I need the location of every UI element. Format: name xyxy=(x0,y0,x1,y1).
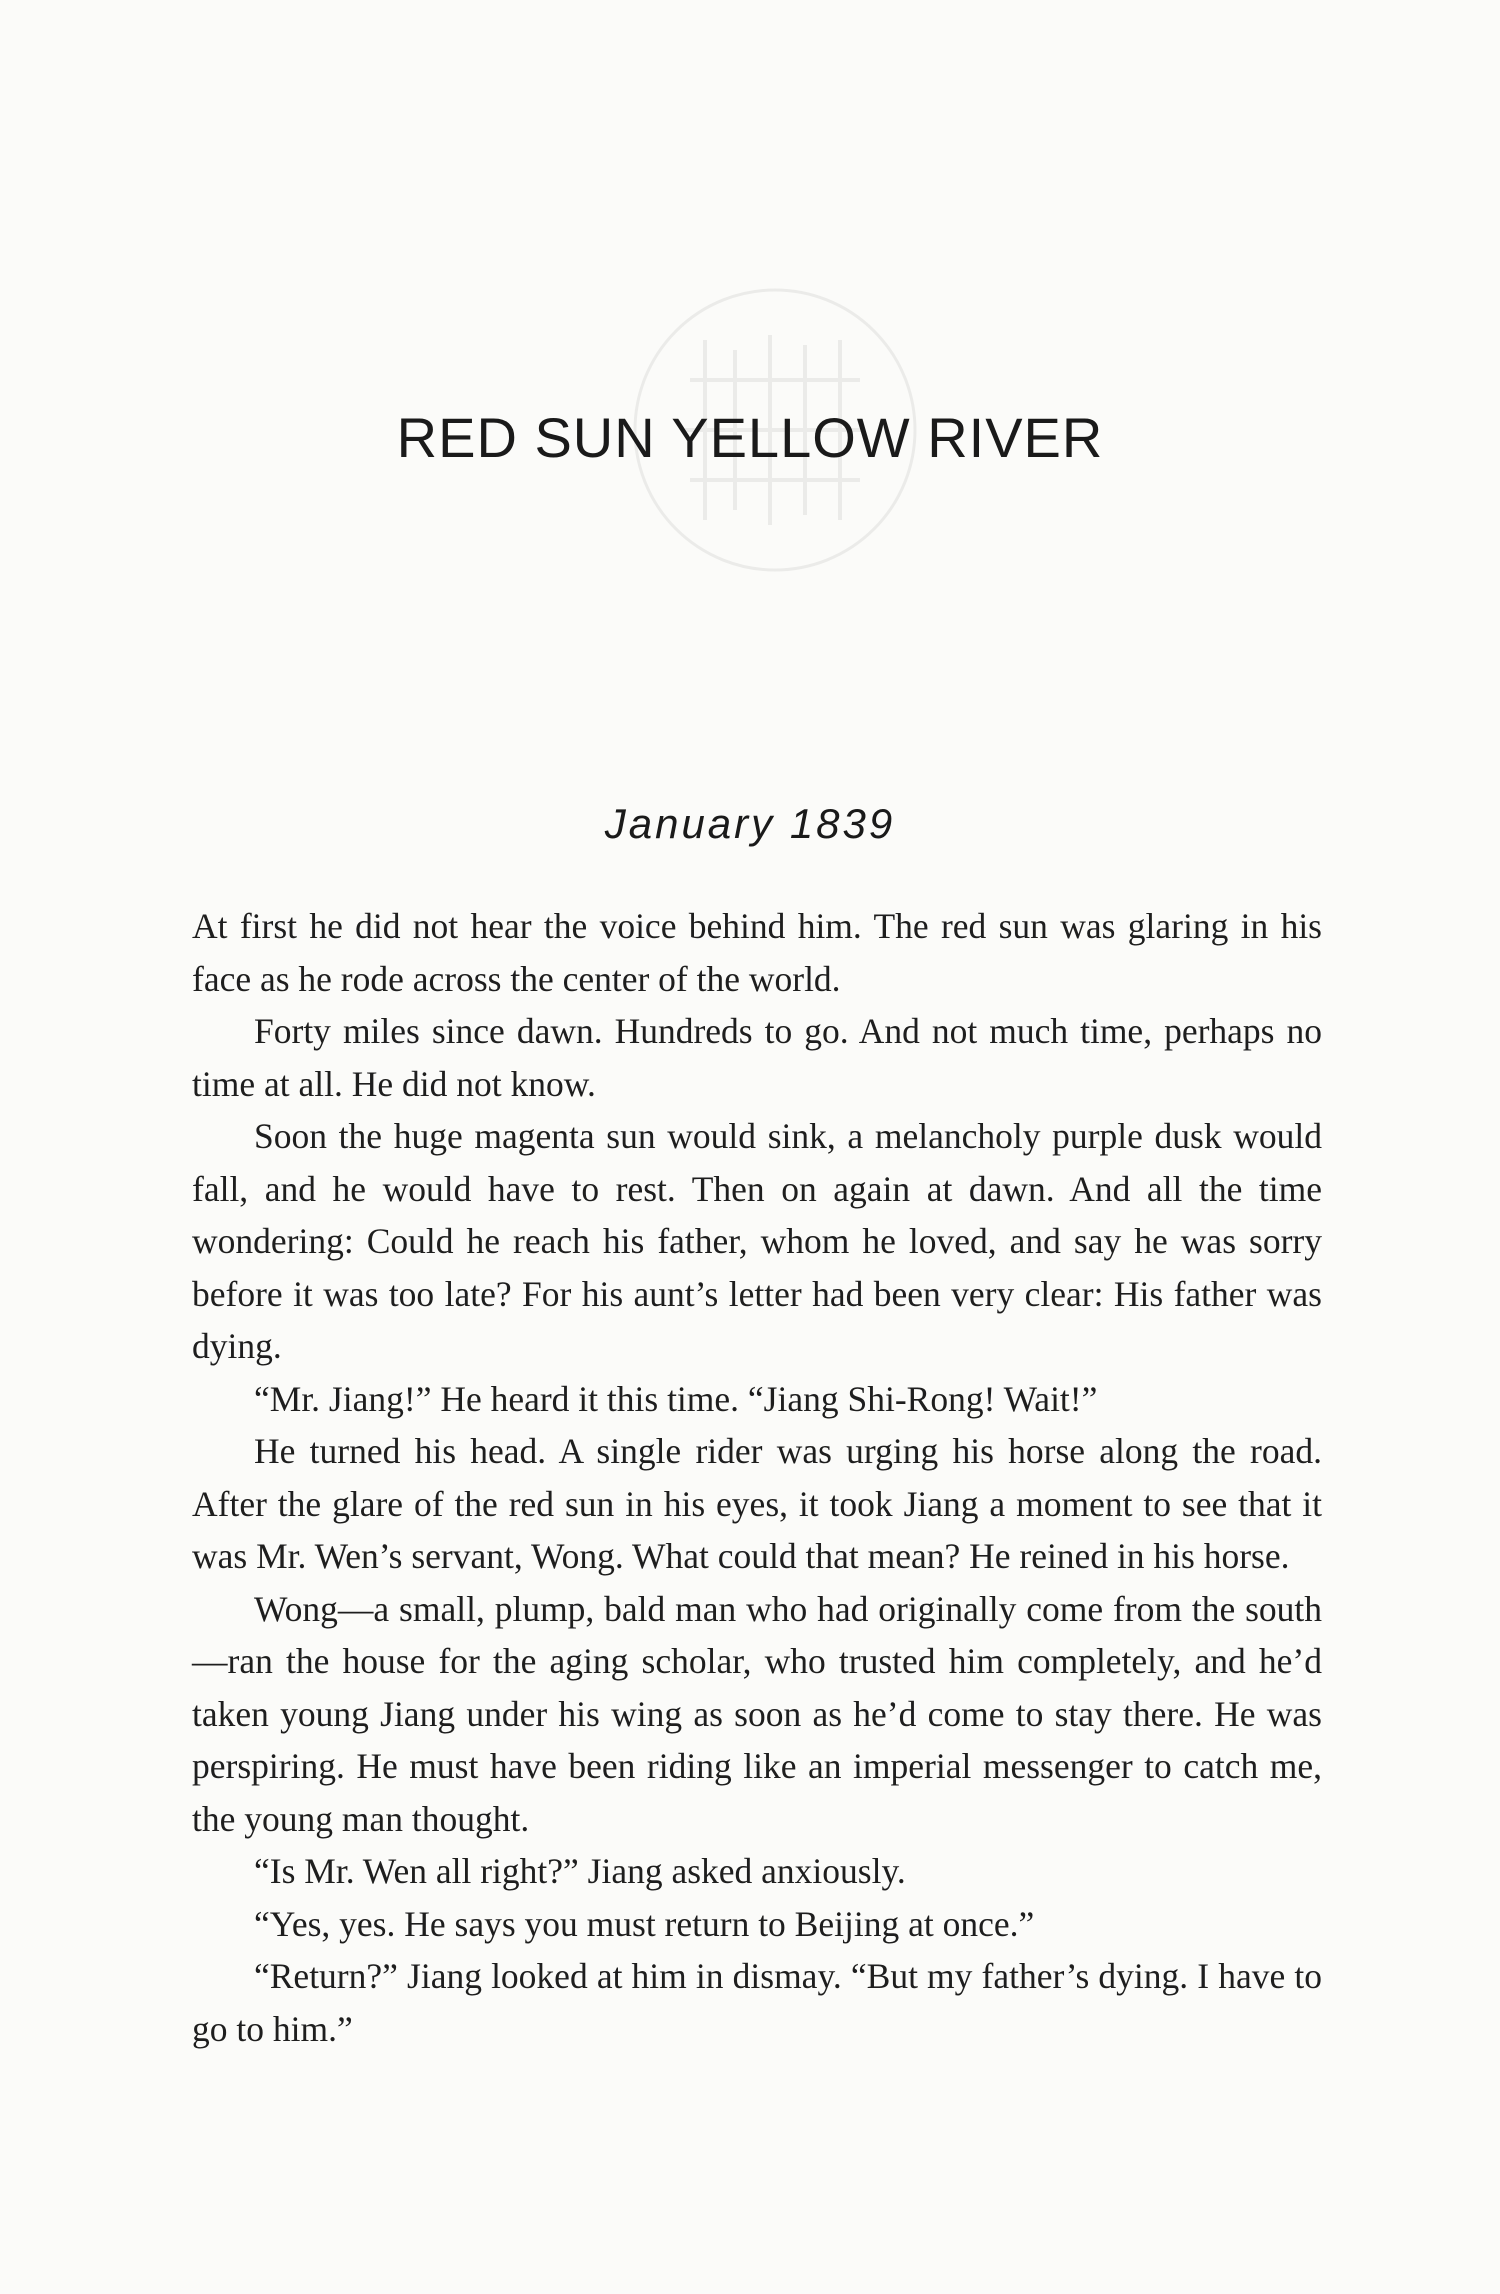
paragraph: He turned his head. A single rider was urging his horse along the road. After the glare of the red sun in his eyes, it took Jiang a moment to see that it was Mr. Wen’s servant, Wong. What could that mean? He reined in his horse. xyxy=(192,1431,1322,1576)
paragraph: Wong—a small, plump, bald man who had originally come from the south—ran the house for the aging scholar, who trusted him completely, and he’d taken young Jiang under his wing as soon as he’d come to stay there. He was perspiring. He must have been riding like an imperial messenger to catch me, the young man thought. xyxy=(192,1588,1322,1839)
paragraph: “Mr. Jiang!” He heard it this time. “Jiang Shi-Rong! Wait!” xyxy=(254,1378,1098,1419)
chapter-date: January 1839 xyxy=(604,800,896,847)
paragraph: Forty miles since dawn. Hundreds to go. And not much time, perhaps no time at all. He did not know. xyxy=(192,1011,1322,1104)
body-text xyxy=(192,900,1322,2055)
paragraph: At first he did not hear the voice behind him. The red sun was glaring in his face as he rode across the center of the world. xyxy=(192,906,1322,999)
paragraph: “Yes, yes. He says you must return to Beijing at once.” xyxy=(254,1903,1035,1944)
paragraph: Soon the huge magenta sun would sink, a melancholy purple dusk would fall, and he would have to rest. Then on again at dawn. And all the time wondering: Could he reach his father, whom he loved, and say he was sorry before it was too late? For his aunt’s letter had been very clear: His father was dying. xyxy=(192,1116,1322,1366)
paragraph: “Is Mr. Wen all right?” Jiang asked anxiously. xyxy=(254,1851,906,1891)
chapter-title: RED SUN YELLOW RIVER xyxy=(396,406,1104,469)
paragraph: “Return?” Jiang looked at him in dismay. “But my father’s dying. I have to go to him.” xyxy=(192,1956,1322,2049)
